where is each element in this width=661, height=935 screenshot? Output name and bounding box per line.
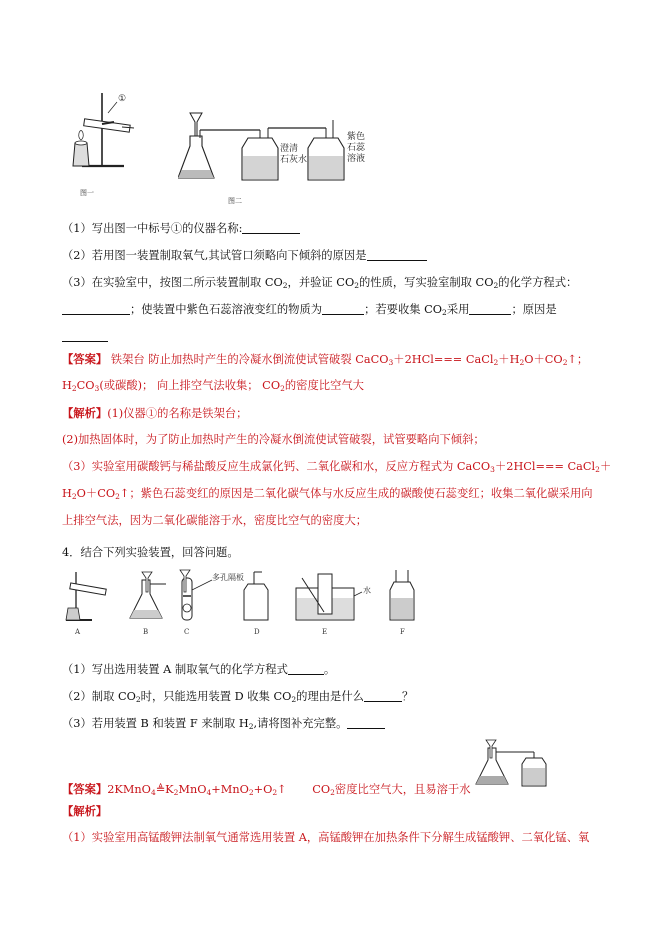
fig1-marker: ① bbox=[118, 94, 127, 104]
figure-2-apparatus bbox=[178, 108, 368, 208]
co2-apparatus-diagram bbox=[178, 108, 368, 188]
label-e: E bbox=[322, 628, 328, 636]
q4-title: 4．结合下列实验装置，回答问题。 bbox=[62, 546, 239, 559]
figure-q4-bf-apparatus bbox=[474, 738, 554, 788]
q3-part2: （2）若用图一装置制取氧气,其试管口须略向下倾斜的原因是 bbox=[62, 249, 427, 263]
fig2-label-litmus-1: 紫色 bbox=[347, 132, 366, 142]
q3-answer-line2: $H_2CO_3$(或碳酸)； 向上排空气法收集； $CO_2$的密度比空气大 bbox=[62, 379, 364, 393]
q3-part3: （3）在实验室中，按图二所示装置制取 $CO_2$，并验证 $CO_2$的性质，写实验室制取 $CO_2$的化学方程式： bbox=[62, 276, 578, 290]
figure-1-apparatus bbox=[62, 88, 152, 203]
label-b: B bbox=[143, 628, 149, 636]
q4-part3: （3）若用装置 B 和装置 F 来制取 $H_2$,请将图补充完整。 bbox=[62, 717, 385, 731]
q3-answer: 【答案】 铁架台 防止加热时产生的冷凝水倒流使试管破裂 CaCO$_3$＋2HCl=== $CaCl_2+H_2O+CO_2↑$； bbox=[62, 352, 589, 367]
q4-analysis-1: （1）实验室用高锰酸钾法制氧气通常选用装置 A，高锰酸钾在加热条件下分解生成锰酸钾、二氧化锰、氧 bbox=[62, 831, 590, 844]
label-a: A bbox=[75, 628, 81, 636]
label-d: D bbox=[254, 628, 260, 636]
q4-part2: （2）制取 $CO_2$时，只能选用装置 D 收集 $CO_2$的理由是什么 ？ bbox=[62, 690, 414, 704]
q4-part1: （1）写出选用装置 A 制取氧气的化学方程式 。 bbox=[62, 663, 336, 676]
figure-q4-apparatus bbox=[62, 568, 422, 640]
q3-part1: （1）写出图一中标号①的仪器名称: bbox=[62, 222, 300, 236]
q4-answer: 【答案】$2KMnO_4≜K_2MnO_4+MnO_2+O_2↑$ $CO_2$密度比空气大，且易溶于水 bbox=[62, 782, 471, 797]
fig2-label-litmus-3: 溶液 bbox=[347, 154, 366, 164]
q3-analysis: 【解析】(1)仪器①的名称是铁架台； bbox=[62, 406, 248, 420]
q3-analysis-4: $H_2O+CO_2↑$；紫色石蕊变红的原因是二氧化碳气体与水反应生成的碳酸使石蕊变红；收集二氧化碳采用向 bbox=[62, 487, 593, 501]
label-water: 水 bbox=[363, 586, 371, 595]
label-porous-plate: 多孔隔板 bbox=[212, 573, 244, 582]
q3-analysis-3: （3）实验室用碳酸钙与稀盐酸反应生成氯化钙、二氧化碳和水，反应方程式为 CaCO$_3$＋2HCl=== CaCl$_2$＋ bbox=[62, 460, 612, 474]
q3-part3-blank bbox=[62, 330, 108, 344]
q4-analysis-tag: 【解析】 bbox=[62, 804, 108, 818]
q3-analysis-5: 上排空气法，因为二氧化碳能溶于水，密度比空气的密度大； bbox=[62, 514, 368, 527]
label-c: C bbox=[184, 628, 190, 636]
label-f: F bbox=[400, 628, 405, 636]
bf-combined-diagram bbox=[474, 738, 554, 788]
fig2-label-litmus-2: 石蕊 bbox=[347, 143, 366, 153]
q3-analysis-2: (2)加热固体时，为了防止加热时产生的冷凝水倒流使试管破裂，试管要略向下倾斜； bbox=[62, 433, 485, 446]
fig2-caption: 图二 bbox=[228, 197, 242, 205]
q3-part3-cont: ；使装置中紫色石蕊溶液变红的物质为 ；若要收集 $CO_2$采用 ；原因是 bbox=[62, 303, 557, 317]
fig2-label-limewater-2: 石灰水 bbox=[280, 155, 308, 165]
fig1-caption: 图一 bbox=[80, 189, 94, 197]
iron-stand-diagram bbox=[62, 88, 152, 203]
fig2-label-limewater-1: 澄清 bbox=[280, 144, 299, 154]
